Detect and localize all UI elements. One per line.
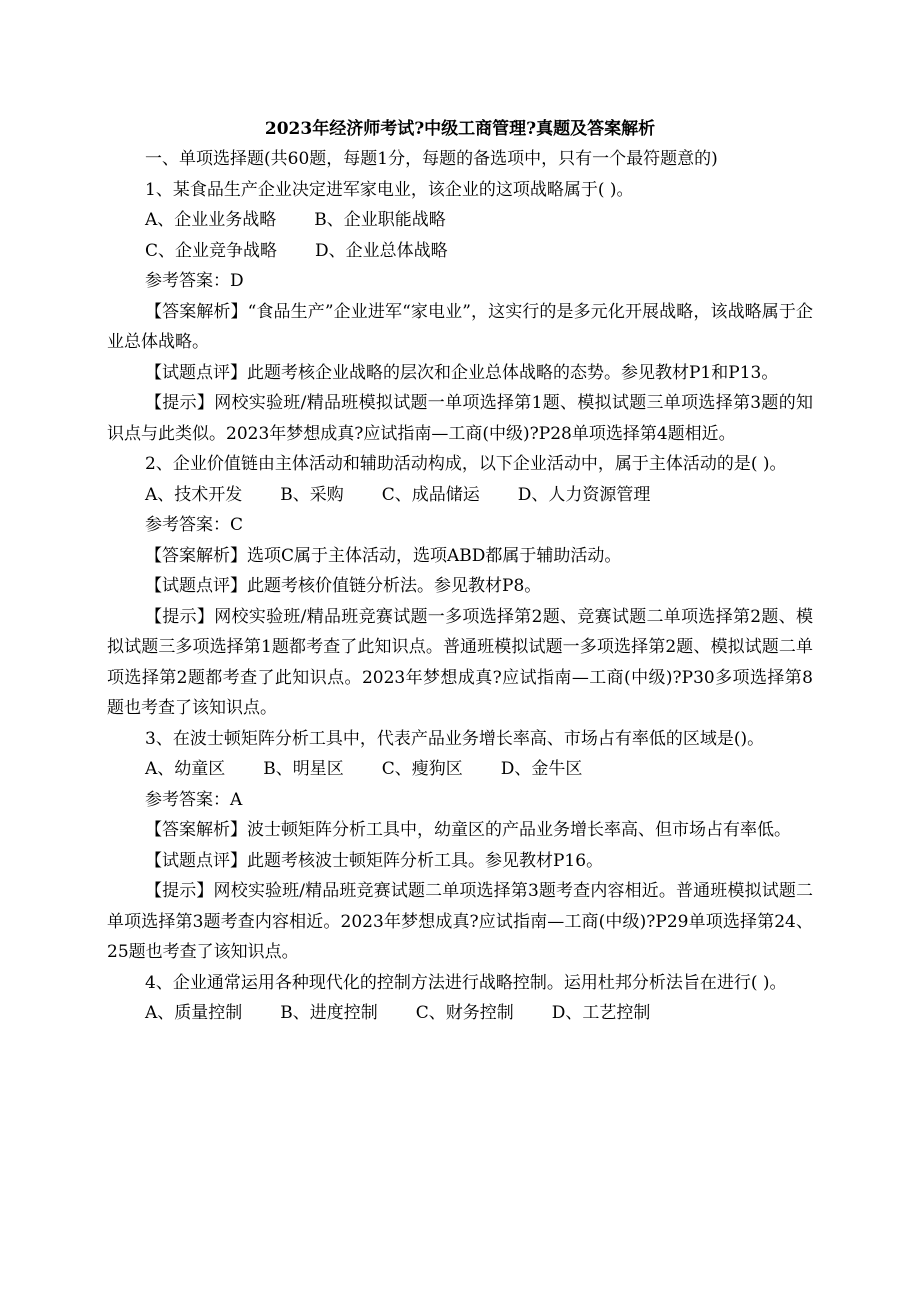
option-a: A、技术开发 (145, 484, 243, 505)
reference-answer: 参考答案：C (145, 515, 244, 535)
question-2 (107, 449, 813, 724)
document-title: 2023年经济师考试?中级工商管理?真题及答案解析 (264, 119, 656, 139)
question-tip: 【提示】网校实验班/精品班竞赛试题二单项选择第3题考查内容相近。普通班模拟试题二单项选择第3题考查内容相近。2023年梦想成真?应试指南—工商(中级)?P29单项选择第24、25题也考查了该知识点。 (107, 881, 813, 962)
question-stem: 1、某食品生产企业决定进军家电业，该企业的这项战略属于( )。 (145, 179, 634, 200)
option-a: A、幼童区 (145, 759, 226, 779)
option-c: C、财务控制 (415, 1003, 514, 1023)
question-1 (107, 175, 813, 450)
option-c: C、企业竞争战略 (145, 240, 278, 261)
option-b: B、进度控制 (280, 1003, 378, 1023)
option-c: C、瘦狗区 (381, 759, 463, 779)
question-3 (107, 724, 813, 968)
option-d: D、企业总体战略 (315, 240, 448, 261)
question-stem: 4、企业通常运用各种现代化的控制方法进行战略控制。运用杜邦分析法旨在进行( )。 (145, 972, 787, 993)
option-row (107, 205, 813, 236)
reference-answer: 参考答案：A (145, 789, 243, 810)
answer-analysis: 【答案解析】选项C属于主体活动，选项ABD都属于辅助活动。 (145, 545, 622, 566)
section-heading: 一、单项选择题(共60题，每题1分，每题的备选项中，只有一个最符题意的) (145, 149, 718, 169)
document-page (107, 114, 813, 1029)
reference-answer: 参考答案：D (145, 271, 244, 291)
question-4 (107, 968, 813, 1029)
option-row (107, 998, 813, 1029)
option-row (107, 236, 813, 267)
option-d: D、工艺控制 (551, 1003, 651, 1023)
question-tip: 【提示】网校实验班/精品班竞赛试题一多项选择第2题、竞赛试题二单项选择第2题、模拟试题三多项选择第1题都考查了此知识点。普通班模拟试题一多项选择第2题、模拟试题二单项选择第2题都考查了此知识点。2023年梦想成真?应试指南—工商(中级)?P30多项选择第8题也考查了该知识点。 (107, 606, 813, 718)
answer-analysis: 【答案解析】“食品生产”企业进军“家电业”，这实行的是多元化开展战略，该战略属于企业总体战略。 (107, 301, 813, 352)
option-a: A、质量控制 (145, 1003, 243, 1023)
question-review: 【试题点评】此题考核企业战略的层次和企业总体战略的态势。参见教材P1和P13。 (145, 362, 779, 383)
question-review: 【试题点评】此题考核波士顿矩阵分析工具。参见教材P16。 (145, 850, 604, 871)
option-a: A、企业业务战略 (145, 210, 277, 230)
option-c: C、成品储运 (381, 484, 480, 505)
answer-analysis: 【答案解析】波士顿矩阵分析工具中，幼童区的产品业务增长率高、但市场占有率低。 (145, 820, 791, 840)
question-tip: 【提示】网校实验班/精品班模拟试题一单项选择第1题、模拟试题三单项选择第3题的知识点与此类似。2023年梦想成真?应试指南—工商(中级)?P28单项选择第4题相近。 (107, 393, 813, 444)
option-row (107, 480, 813, 511)
option-d: D、人力资源管理 (517, 484, 651, 505)
question-stem: 3、在波士顿矩阵分析工具中，代表产品业务增长率高、市场占有率低的区域是()。 (145, 728, 765, 749)
option-b: B、采购 (280, 484, 344, 505)
question-stem: 2、企业价值链由主体活动和辅助活动构成，以下企业活动中，属于主体活动的是( )。 (145, 454, 787, 474)
option-b: B、企业职能战略 (314, 210, 446, 230)
option-b: B、明星区 (263, 759, 344, 779)
option-d: D、金牛区 (500, 759, 583, 779)
question-review: 【试题点评】此题考核价值链分析法。参见教材P8。 (145, 576, 542, 596)
option-row (107, 754, 813, 785)
